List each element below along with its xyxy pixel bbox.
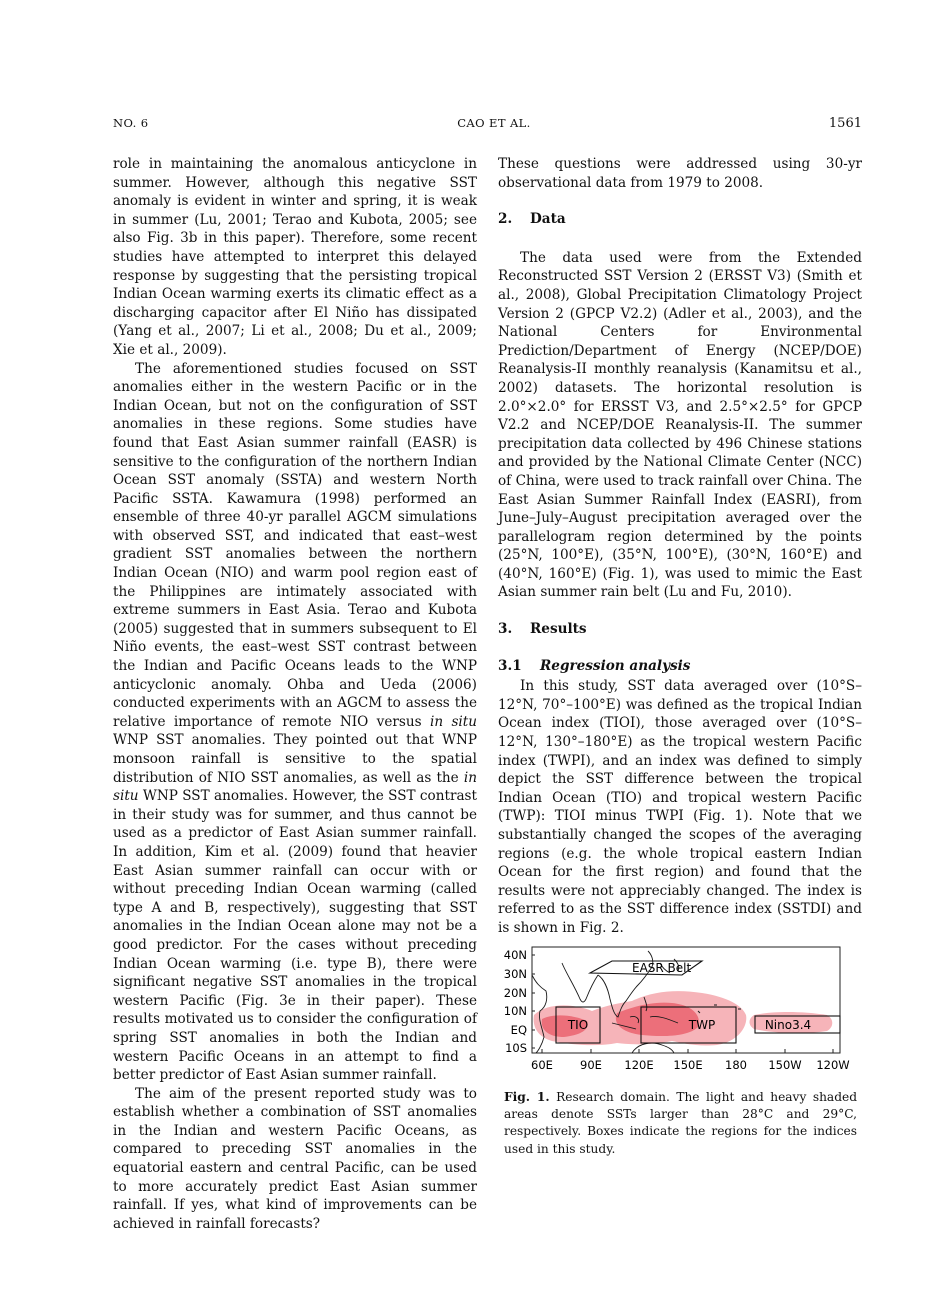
running-title: CAO ET AL. [457,116,531,130]
figure-caption: Fig. 1. Research domain. The light and heavy shaded areas denote SSTs larger than 28°C and 29°C, respectively. Boxes indicate the regions for the indices used in this study. [504,1090,858,1156]
nino34-label: Nino3.4 [764,1018,812,1032]
y-tick-label: EQ [510,1023,527,1037]
easr-belt-label: EASR Belt [632,961,692,975]
subsection-heading-regression: 3.1 Regression analysis [498,657,691,674]
x-axis [531,1058,850,1072]
x-tick-label: 120E [624,1058,654,1072]
paragraph-studies: The aforementioned studies focused on SST anomalies either in the western Pacific or in the Indian Ocean, but not on the configuration of SST anomalies in these regions. Some studies have found that East Asian summer rainfall (EASR) is sensitive to the configuration of the northern Indian Ocean SST anomaly (SSTA) and western North Pacific SSTA. Kawamura (1998) performed an ensemble of three 40-yr parallel AGCM simulations with observed SST, and indicated that east–west gradient SST anomalies between the northern Indian Ocean (NIO) and warm pool region east of the Philippines are intimately associated with extreme summers in East Asia. Terao and Kubota (2005) suggested that in summers subsequent to El Niño events, the east–west SST contrast between the Indian and Pacific Oceans leads to the WNP anticyclonic anomaly. Ohba and Ueda (2006) conducted experiments with an AGCM to assess the relative importance of remote NIO versus in situ WNP SST anomalies. They pointed out that WNP monsoon rainfall is sensitive to the spatial distribution of NIO SST anomalies, as well as the in situ WNP SST anomalies. However, the SST contrast in their study was for summer, and thus cannot be used as a predictor of East Asian summer rainfall. In addition, Kim et al. (2009) found that heavier East Asian summer rainfall can occur with or without preceding Indian Ocean warming (called type A and B, respectively), suggesting that SST anomalies in the Indian Ocean alone may not be a good predictor. For the cases without preceding Indian Ocean warming (i.e. type B), there were significant negative SST anomalies in the tropical western Pacific (Fig. 3e in their paper). These results motivated us to consider the configuration of spring SST anomalies in both the Indian and western Pacific Oceans in an attempt to find a better predictor of East Asian summer rainfall. [113,360,477,1084]
section-heading-results: 3. Results [498,621,587,638]
twp-label: TWP [688,1018,716,1032]
y-tick-label: 20N [503,986,527,1000]
x-tick-label: 150E [673,1058,703,1072]
left-column [113,155,477,1233]
section-heading-data: 2. Data [498,211,566,228]
paragraph-data: The data used were from the Extended Reconstructed SST Version 2 (ERSST V3) (Smith et al., 2008), Global Precipitation Climatology Project Version 2 (GPCP V2.2) (Adler et al., 2003), and the National Centers for Environmental Prediction/Department of Energy (NCEP/DOE) Reanalysis-II monthly reanalysis (Kanamitsu et al., 2002) datasets. The horizontal resolution is 2.0°×2.0° for ERSST V3, and 2.5°×2.5° for GPCP V2.2 and NCEP/DOE Reanalysis-II. The summer precipitation data collected by 496 Chinese stations and provided by the National Climate Center (NCC) of China, were used to track rainfall over China. The East Asian Summer Rainfall Index (EASRI), from June–July–August precipitation averaged over the parallelogram region determined by the points (25°N, 100°E), (35°N, 100°E), (30°N, 160°E) and (40°N, 160°E) (Fig. 1), was used to mimic the East Asian summer rain belt (Lu and Fu, 2010). [498,249,862,601]
y-axis [504,948,527,1055]
y-tick-label: 10N [503,1004,527,1018]
paragraph-continued: role in maintaining the anomalous anticyclone in summer. However, although this negative SST anomaly is evident in winter and spring, it is weak in summer (Lu, 2001; Terao and Kubota, 2005; see also Fig. 3b in this paper). Therefore, some recent studies have attempted to interpret this delayed response by suggesting that the persisting tropical Indian Ocean warming exerts its climatic effect as a discharging capacitor after El Niño has dissipated (Yang et al., 2007; Li et al., 2008; Du et al., 2009; Xie et al., 2009). [113,156,477,358]
tio-label: TIO [567,1018,589,1032]
journal-issue: NO. 6 [113,116,149,130]
paragraph-questions: These questions were addressed using 30-yr observational data from 1979 to 2008. [498,156,862,191]
y-tick-label: 10S [505,1041,527,1055]
y-tick-label: 40N [503,948,527,962]
x-tick-label: 180 [725,1058,747,1072]
x-tick-label: 150W [768,1058,802,1072]
page-number: 1561 [828,116,862,131]
research-domain-map [502,945,857,1077]
right-column [498,155,862,938]
x-tick-label: 90E [580,1058,602,1072]
paragraph-aim: The aim of the present reported study was to establish whether a combination of SST anomalies in the Indian and western Pacific Oceans, as compared to preceding SST anomalies in the equatorial eastern and central Pacific, can be used to more accurately predict East Asian summer rainfall. If yes, what kind of improvements can be achieved in rainfall forecasts? [113,1085,477,1232]
x-tick-label: 60E [531,1058,553,1072]
x-tick-label: 120W [816,1058,850,1072]
y-tick-label: 30N [503,967,527,981]
paragraph-regression: In this study, SST data averaged over (10°S–12°N, 70°–100°E) was defined as the tropical Indian Ocean index (TIOI), those averaged over (10°S–12°N, 130°–180°E) as the tropical western Pacific index (TWPI), and an index was defined to simply depict the SST difference between the tropical Indian Ocean (TIO) and tropical western Pacific (TWP): TIOI minus TWPI (Fig. 1). Note that we substantially changed the scopes of the averaging regions (e.g. the whole tropical eastern Indian Ocean for the first region) and found that the results were not appreciably changed. The index is referred to as the SST difference index (SSTDI) and is shown in Fig. 2. [498,678,862,936]
